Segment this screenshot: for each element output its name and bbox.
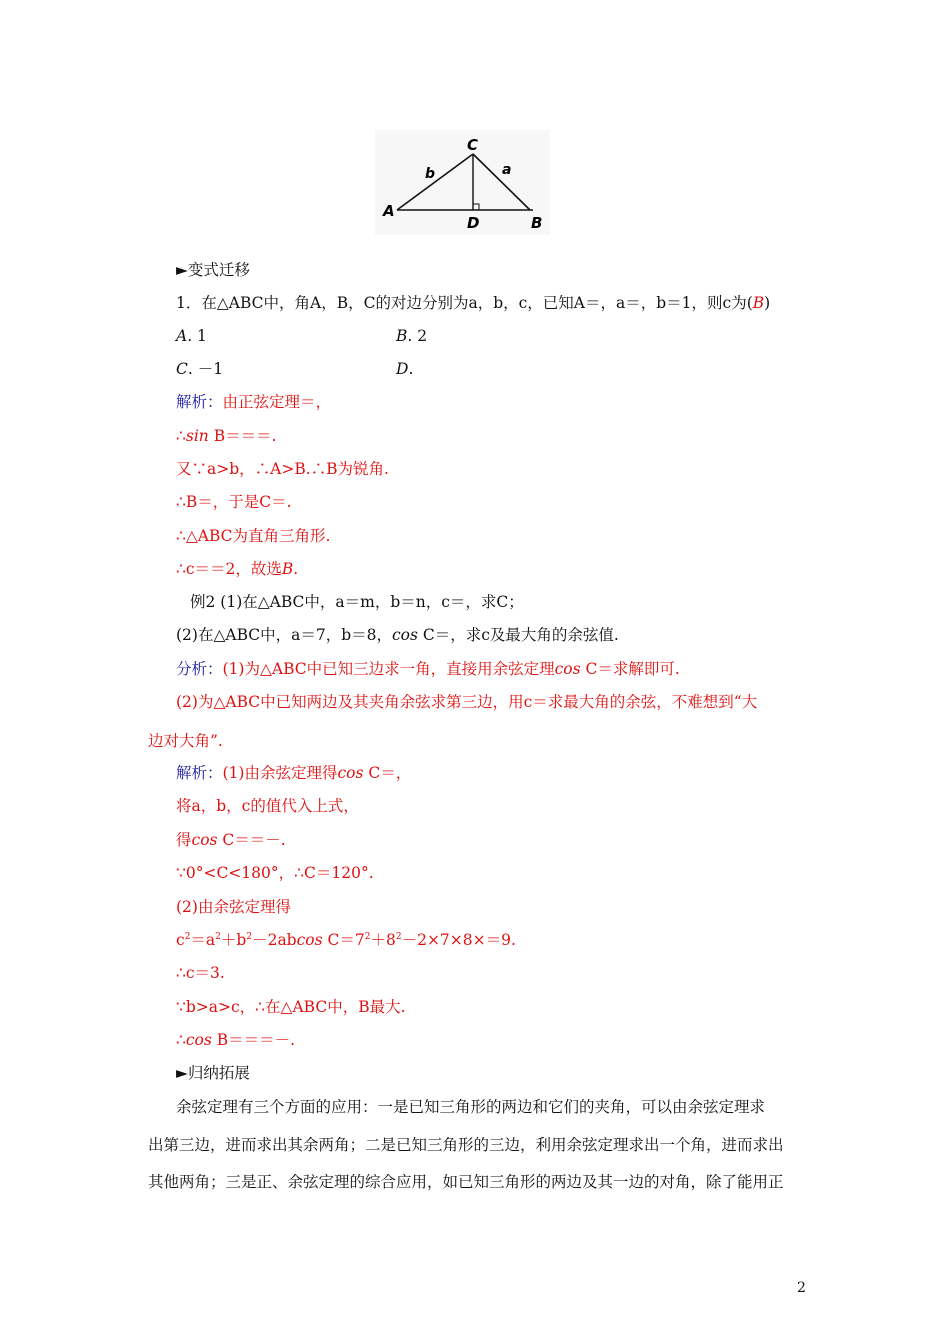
summary-paragraph-line-3: 其他两角；三是正、余弦定理的综合应用，如已知三角形的两边及其一边的对角，除了能用正 [148, 1173, 784, 1191]
example-2-line-1: 例2 (1)在△ABC中，a＝m，b＝n，c＝，求C； [190, 593, 524, 611]
analysis-line-3: 边对大角”. [148, 732, 223, 750]
solution-label: 解析： [176, 393, 223, 411]
solution-1-line-5: ∴△ABC为直角三角形. [176, 527, 331, 545]
section-variant-heading: ►变式迁移 [176, 261, 250, 279]
question-1 [176, 292, 770, 314]
option-d: D. [396, 360, 414, 378]
solution-1-line-1: 解析：由正弦定理＝， [176, 393, 332, 411]
label-B: B [531, 214, 543, 232]
label-C: C [467, 136, 479, 154]
analysis-line-1: 分析：(1)为△ABC中已知三边求一角，直接用余弦定理cos C＝求解即可. [176, 660, 680, 678]
label-A: A [383, 202, 395, 220]
solution-2-line-9: ∴cos B＝＝＝－. [176, 1031, 296, 1049]
summary-paragraph-line-1: 余弦定理有三个方面的应用：一是已知三角形的两边和它们的夹角，可以由余弦定理求 [176, 1098, 766, 1116]
solution-2-line-4: ∵0°<C<180°，∴C＝120°. [176, 864, 374, 882]
page-number: 2 [797, 1280, 806, 1296]
triangle-figure [375, 130, 550, 235]
solution-1-line-6: ∴c＝＝2，故选B. [176, 560, 299, 578]
question-1-close: ) [764, 294, 771, 312]
solution-2-line-1: 解析：(1)由余弦定理得cos C＝， [176, 764, 412, 782]
solution-2-line-3: 得cos C＝＝－. [176, 831, 286, 849]
option-c: C. －1 [176, 360, 224, 378]
label-b: b [425, 166, 436, 182]
triangle-diagram [375, 130, 550, 235]
solution-2-line-5: (2)由余弦定理得 [176, 898, 291, 916]
summary-paragraph-line-2: 出第三边，进而求出其余两角；二是已知三角形的三边，利用余弦定理求出一个角，进而求出 [148, 1136, 784, 1154]
solution-2-line-8: ∵b>a>c，∴在△ABC中，B最大. [176, 998, 406, 1016]
analysis-line-2: (2)为△ABC中已知两边及其夹角余弦求第三边，用c＝求最大角的余弦，不难想到“大 [176, 693, 758, 711]
solution-2-line-6: $c^2=a^2+b^2-2abcos$ $C=7^2+8^2-2\times 7\times 8\times=9$. [176, 931, 516, 949]
solution-1-line-2: ∴sin B＝＝＝. [176, 427, 277, 445]
solution-2-line-7: ∴c＝3. [176, 964, 225, 982]
question-1-stem: 1．在△ABC中，角A，B，C的对边分别为a，b，c，已知A＝，a＝，b＝1，则c为( [176, 294, 753, 312]
solution-2-line-2: 将a，b，c的值代入上式， [176, 797, 359, 815]
example-2-line-2: (2)在△ABC中，a＝7，b＝8，cos C＝，求c及最大角的余弦值. [176, 626, 619, 644]
label-a: a [502, 162, 512, 178]
section-summary-heading: ►归纳拓展 [176, 1064, 250, 1082]
solution-1-line-4: ∴B＝，于是C＝. [176, 493, 292, 511]
analysis-label: 分析： [176, 660, 223, 678]
solution-2-label: 解析： [176, 764, 223, 782]
option-a: A. 1 [176, 327, 207, 345]
question-1-answer: B [752, 294, 765, 312]
solution-1-line-3: 又∵a>b，∴A>B.∴B为锐角. [176, 460, 389, 478]
option-b: B. 2 [396, 327, 428, 345]
label-D: D [467, 214, 480, 232]
